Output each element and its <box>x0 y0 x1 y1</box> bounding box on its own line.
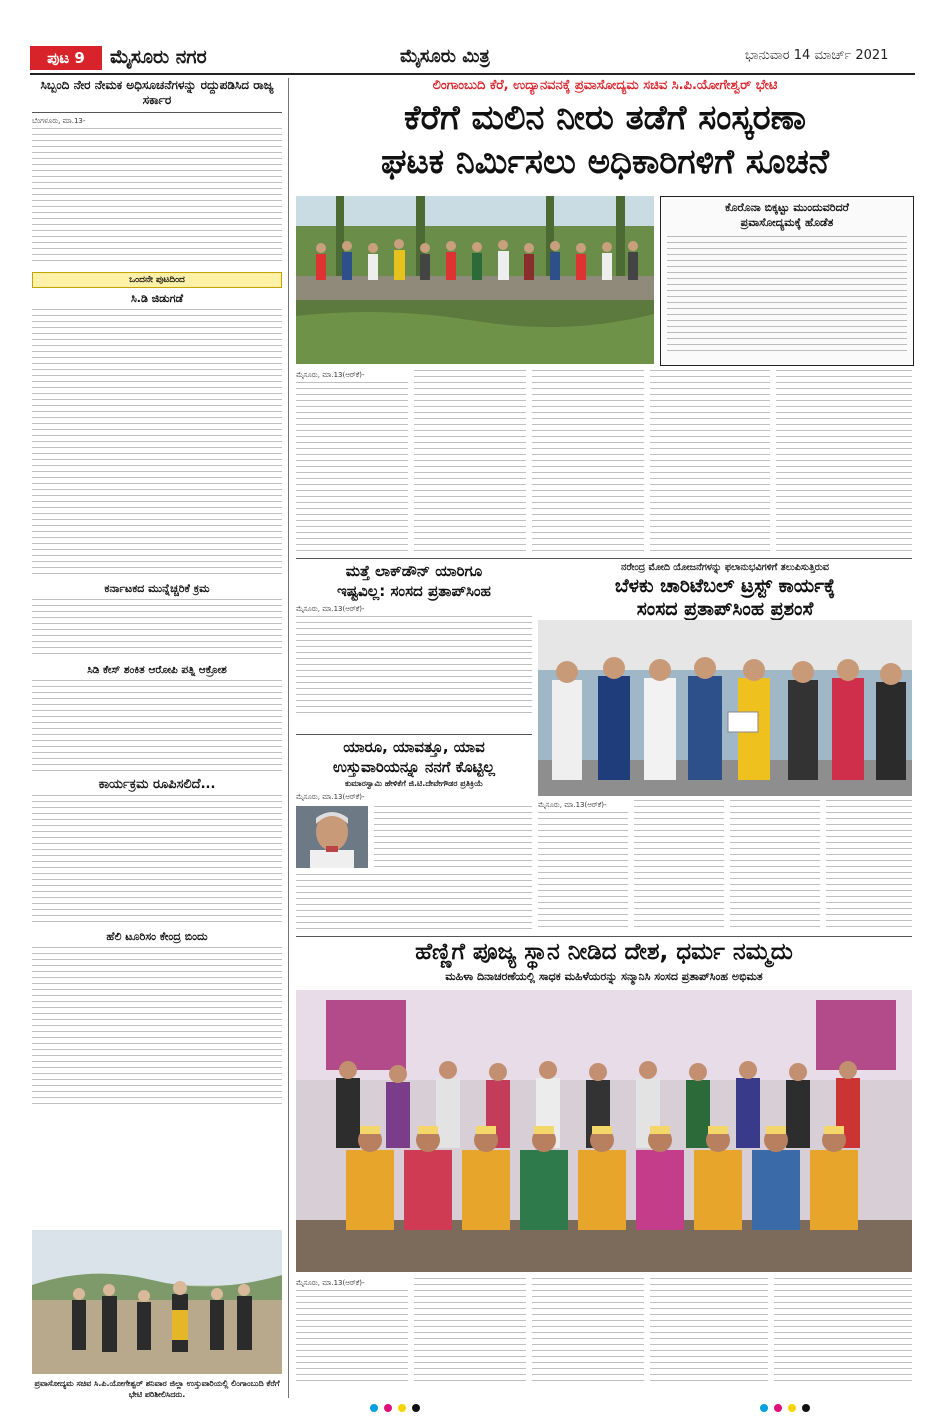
womens-day-body-col5 <box>774 1278 912 1382</box>
kumaraswamy-body-col2 <box>296 874 532 932</box>
lead-body-col4 <box>650 370 770 554</box>
lead-kicker: ಲಿಂಗಾಂಬುದಿ ಕೆರೆ, ಉದ್ಯಾನವನಕ್ಕೆ ಪ್ರವಾಸೋದ್ಯಮ ಸಚಿವ ಸಿ.ಪಿ.ಯೋಗೇಶ್ವರ್ ಭೇಟಿ <box>432 78 778 93</box>
story1-body <box>32 128 282 266</box>
lockdown-body <box>296 616 532 714</box>
lockdown-story <box>296 562 532 714</box>
kumaraswamy-headline-line2: ಉಸ್ತುವಾರಿಯನ್ನೂ ನನಗೆ ಕೊಟ್ಟಿಲ್ಲ <box>333 758 495 776</box>
cd-case-headline: ಸಿಡಿ ಕೇಸ್‌ ಶಂಕಿತ ಆರೋಪಿ ಪತ್ನಿ ಆಕ್ರೋಶ <box>87 664 227 677</box>
minister-walk-photo <box>32 1230 282 1374</box>
lead-body-col1 <box>296 382 408 554</box>
charitable-story <box>538 562 912 619</box>
charitable-trust-photo <box>538 620 912 796</box>
womens-day-body-col1 <box>296 1290 408 1382</box>
womens-day-dateline: ಮೈಸೂರು, ಮಾ.13(ಆರ್‌ಕೆ)- <box>296 1279 365 1287</box>
womens-day-headline: ಹೆಣ್ಣಿಗೆ ಪೂಜ್ಯ ಸ್ಥಾನ ನೀಡಿದ ದೇಶ, ಧರ್ಮ ನಮ್ಮದು <box>415 939 793 965</box>
karnataka-precaution-body <box>32 599 282 659</box>
section-title: ಮೈಸೂರು ನಗರ <box>110 46 207 68</box>
womens-day-top-rule <box>296 936 912 937</box>
kumaraswamy-body-col1 <box>374 806 532 868</box>
program-headline: ಕಾರ್ಯಕ್ರಮ ರೂಪಿಸಲಿದೆ... <box>98 777 216 793</box>
kumaraswamy-subhead: ಕುಮಾರಸ್ವಾಮಿ ಹೇಳಿಕೆಗೆ ಜಿ.ಟಿ.ದೇವೇಗೌಡರ ಪ್ರತಿಕ್ರಿಯೆ <box>345 779 483 788</box>
lockdown-headline-line1: ಮತ್ತೆ ಲಾಕ್‌ಡೌನ್ ಯಾರಿಗೂ <box>345 562 483 580</box>
print-registration-marks-right <box>760 1404 810 1412</box>
charitable-body-col3 <box>730 800 820 932</box>
womens-day-photo <box>296 990 912 1272</box>
charitable-body-col1 <box>538 812 628 932</box>
charitable-dateline: ಮೈಸೂರು, ಮಾ.13(ಆರ್‌ಕೆ)- <box>538 801 607 809</box>
lead-dateline: ಮೈಸೂರು, ಮಾ.13(ಆರ್‌ಕೆ)- <box>296 371 365 379</box>
program-body <box>32 795 282 925</box>
cd-release-body <box>32 309 282 577</box>
left-column <box>32 78 282 1105</box>
charitable-headline-line2: ಸಂಸದ ಪ್ರತಾಪ್‌ಸಿಂಹ ಪ್ರಶಂಸೆ <box>636 597 814 620</box>
cd-release-headline: ಸಿ.ಡಿ ಜಿಡುಗಡೆ <box>130 292 184 306</box>
kumaraswamy-story <box>296 738 532 802</box>
corona-box-body <box>667 236 907 352</box>
story1-headline: ಸಿಬ್ಬಂದಿ ನೇರ ನೇಮಕ ಅಧಿಸೂಚನೆಗಳನ್ನು ರದ್ದುಪಡಿಸಿದ ರಾಜ್ಯ ಸರ್ಕಾರ <box>40 78 274 107</box>
print-registration-marks <box>370 1404 420 1412</box>
lead-body-col2 <box>414 370 526 554</box>
newspaper-name: ಮೈಸೂರು ಮಿತ್ರ <box>400 46 490 67</box>
charitable-body-col2 <box>634 800 724 932</box>
lead-bottom-rule <box>296 558 912 559</box>
womens-day-body-col3 <box>532 1278 644 1382</box>
lockdown-dateline: ಮೈಸೂರು, ಮಾ.13(ಆರ್‌ಕೆ)- <box>296 605 365 613</box>
heli-tourism-headline: ಹೆಲಿ ಟೂರಿಸಂ ಕೇಂದ್ರ ಬಿಂದು <box>106 930 208 944</box>
charitable-body-col4 <box>826 800 912 932</box>
corona-tourism-box <box>660 196 914 366</box>
karnataka-precaution-headline: ಕರ್ನಾಟಕದ ಮುನ್ನೆಚ್ಚರಿಕೆ ಕ್ರಮ <box>104 582 210 596</box>
minister-walk-caption: ಪ್ರವಾಸೋದ್ಯಮ ಸಚಿವ ಸಿ.ಪಿ.ಯೋಗೇಶ್ವರ್ ಶನಿವಾರ ಜಿಲ್ಲಾ ಉಸ್ತುವಾರಿಯಲ್ಲಿ ಲಿಂಗಾಂಬುದಿ ಕೆರೆಗೆ ಭೇಟಿ ಪರಿಶೀಲಿಸಿದರು. <box>34 1379 280 1399</box>
lead-body-col3 <box>532 370 644 554</box>
lead-headline-line2: ಘಟಕ ನಿರ್ಮಿಸಲು ಅಧಿಕಾರಿಗಳಿಗೆ ಸೂಚನೆ <box>381 142 829 182</box>
kumaraswamy-headline-line1: ಯಾರೂ, ಯಾವತ್ತೂ, ಯಾವ <box>343 738 485 756</box>
lockdown-headline-line2: ಇಷ್ಟವಿಲ್ಲ: ಸಂಸದ ಪ್ರತಾಪ್‌ಸಿಂಹ <box>337 582 491 600</box>
womens-day-subhead: ಮಹಿಳಾ ದಿನಾಚರಣೆಯಲ್ಲಿ ಸಾಧಕ ಮಹಿಳೆಯರನ್ನು ಸನ್ಮಾನಿಸಿ ಸಂಸದ ಪ್ರತಾಪ್‌ಸಿಂಹ ಅಭಿಮತ <box>445 970 763 983</box>
column-divider <box>288 78 289 1398</box>
womens-day-body-col4 <box>650 1278 768 1382</box>
corona-box-headline-line1: ಕೊರೊನಾ ಬಿಕ್ಕಟ್ಟು ಮುಂದುವರಿದರೆ <box>725 201 849 214</box>
masthead-rule <box>30 73 915 75</box>
page-number-badge: ಪುಟ 9 <box>30 46 102 70</box>
issue-date: ಭಾನುವಾರ 14 ಮಾರ್ಚ್ 2021 <box>745 48 889 63</box>
lead-body-col5 <box>776 370 912 554</box>
kumaraswamy-top-rule <box>296 734 532 735</box>
charitable-headline-line1: ಬೆಳಕು ಚಾರಿಟೆಬಲ್ ಟ್ರಸ್ಟ್ ಕಾರ್ಯಕ್ಕೆ <box>614 575 836 597</box>
womens-day-body-col2 <box>414 1278 526 1382</box>
kumaraswamy-dateline: ಮೈಸೂರು, ಮಾ.13(ಆರ್‌ಕೆ)- <box>296 793 365 801</box>
heli-tourism-body <box>32 947 282 1105</box>
lake-inspection-photo <box>296 196 654 364</box>
gt-devegowda-photo <box>296 806 368 868</box>
charitable-kicker: ನರೇಂದ್ರ ಮೋದಿ ಯೋಜನೆಗಳನ್ನು ಫಲಾನುಭವಿಗಳಿಗೆ ತಲುಪಿಸುತ್ತಿರುವ <box>621 562 829 573</box>
cd-case-body <box>32 680 282 772</box>
story1-dateline: ಬೆಂಗಳೂರು, ಮಾ.13- <box>32 117 86 125</box>
lead-headline-line1: ಕೆರೆಗೆ ಮಲಿನ ನೀರು ತಡೆಗೆ ಸಂಸ್ಕರಣಾ <box>403 98 807 138</box>
continued-band: ಒಂದನೇ ಪುಟದಿಂದ <box>129 275 185 286</box>
corona-box-headline-line2: ಪ್ರವಾಸೋದ್ಯಮಕ್ಕೆ ಹೊಡೆತ <box>740 216 834 229</box>
